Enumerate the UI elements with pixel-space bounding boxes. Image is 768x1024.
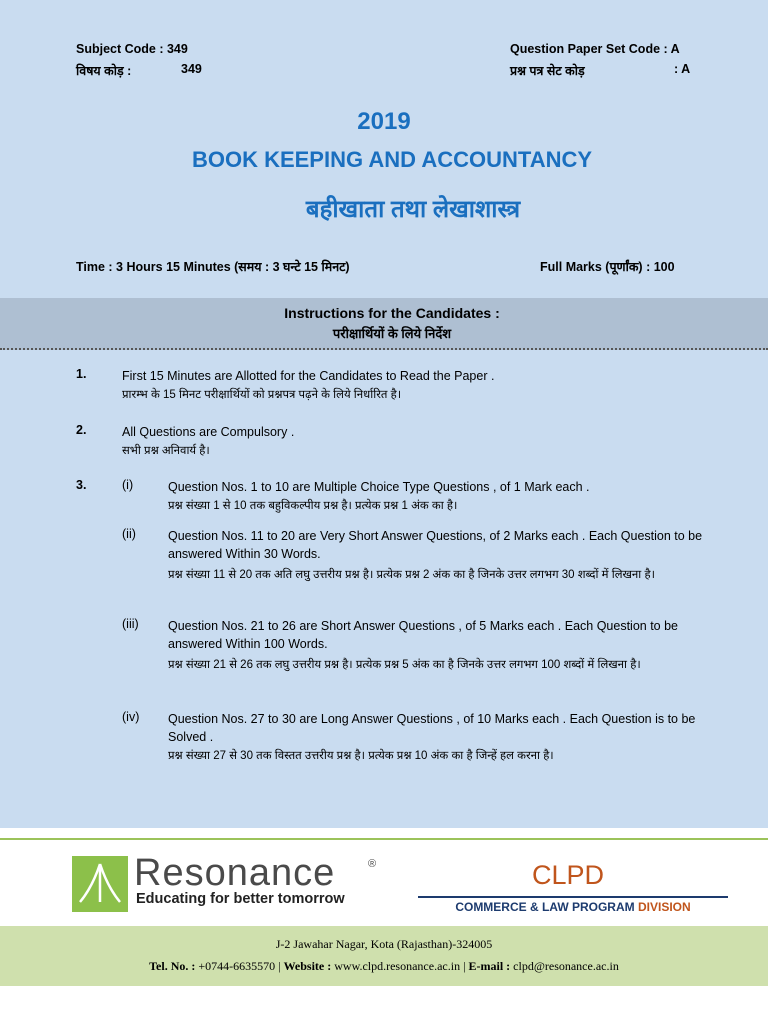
subject-code-hindi-label: विषय कोड़ : (76, 64, 132, 78)
set-code-hindi-value: : A (674, 62, 691, 76)
sub-item-label: (iii) (122, 617, 139, 631)
instruction-number: 2. (76, 423, 87, 437)
instruction-text: First 15 Minutes are Allotted for the Candidates to Read the Paper . (122, 369, 495, 383)
instructions-heading-hindi: परीक्षार्थियों के लिये निर्देश (332, 326, 452, 341)
resonance-brand: Resonance (134, 852, 336, 894)
instruction-text: All Questions are Compulsory . (122, 425, 295, 439)
set-code: Question Paper Set Code : A (510, 42, 680, 56)
set-code-hindi-label: प्रश्न पत्र सेट कोड़ (510, 64, 585, 78)
sub-item-text: Question Nos. 11 to 20 are Very Short Answer Questions, of 2 Marks each . Each Question to be answered Within 30 Words. (168, 529, 703, 561)
clpd-title: CLPD (532, 860, 605, 890)
registered-mark: ® (368, 858, 377, 870)
address: J-2 Jawahar Nagar, Kota (Rajasthan)-324005 (275, 937, 493, 951)
sub-item-label: (ii) (122, 527, 136, 541)
exam-time: Time : 3 Hours 15 Minutes (समय : 3 घन्टे 15 मिनट) (76, 260, 350, 274)
instruction-number: 3. (76, 478, 87, 492)
website-label: Website : (283, 959, 332, 973)
sub-item-text-hindi: प्रश्न संख्या 27 से 30 तक विस्तत उत्तरीय प्रश्न है। प्रत्येक प्रश्न 10 अंक का है जिन्हें हल करना है। (168, 750, 554, 762)
contact-band (0, 926, 768, 986)
resonance-logo-icon (72, 856, 128, 912)
instruction-text-hindi: प्रारम्भ के 15 मिनट परीक्षार्थियों को प्रश्नपत्र पढ़ने के लिये निर्धारित है। (122, 389, 402, 401)
full-marks: Full Marks (पूर्णांक) : 100 (540, 260, 675, 274)
sub-item-label: (iv) (122, 710, 140, 724)
sub-item-text: Question Nos. 27 to 30 are Long Answer Questions , of 10 Marks each . Each Question is to be Solved . (168, 712, 696, 744)
subject-title: BOOK KEEPING AND ACCOUNTANCY (191, 147, 593, 172)
tel-label: Tel. No. : (149, 959, 196, 973)
clpd-subtitle-division: DIVISION (637, 900, 691, 914)
subject-title-hindi: बहीखाता तथा लेखाशास्त्र (305, 196, 521, 223)
clpd-subtitle-main: COMMERCE & LAW PROGRAM (455, 900, 635, 914)
website-link[interactable]: www.clpd.resonance.ac.in (334, 959, 461, 973)
sub-item-text-hindi: प्रश्न संख्या 21 से 26 तक लघु उत्तरीय प्रश्न है। प्रत्येक प्रश्न 5 अंक का है जिनके उत्तर लगभग 100 शब्दों में लिखना है। (168, 659, 641, 671)
instructions-heading: Instructions for the Candidates : (284, 305, 500, 321)
sub-item-text: Question Nos. 1 to 10 are Multiple Choice Type Questions , of 1 Mark each . (168, 480, 590, 494)
sub-item-text: Question Nos. 21 to 26 are Short Answer Questions , of 5 Marks each . Each Question to be answered Within 100 Words. (168, 619, 678, 651)
clpd-subtitle (418, 900, 728, 914)
instruction-number: 1. (76, 367, 87, 381)
resonance-tagline: Educating for better tomorrow (136, 891, 345, 907)
email-label: E-mail : (468, 959, 511, 973)
exam-year: 2019 (357, 108, 411, 135)
subject-code: Subject Code : 349 (76, 42, 188, 56)
sub-item-text-hindi: प्रश्न संख्या 1 से 10 तक बहुविकल्पीय प्रश्न है। प्रत्येक प्रश्न 1 अंक का है। (168, 500, 458, 512)
tel-value: +0744-6635570 (198, 959, 276, 973)
sub-item-text-hindi: प्रश्न संख्या 11 से 20 तक अति लघु उत्तरीय प्रश्न है। प्रत्येक प्रश्न 2 अंक का है जिनके उत्तर लगभग 30 शब्दों में लिखना है। (168, 569, 655, 581)
subject-code-hindi-value: 349 (181, 62, 202, 76)
clpd-underline (418, 896, 728, 898)
contact-line: Tel. No. : +0744-6635570 | Website : www.clpd.resonance.ac.in | E-mail : clpd@resonance.ac.in (149, 959, 619, 973)
instruction-text-hindi: सभी प्रश्न अनिवार्य है। (122, 445, 210, 457)
email-link[interactable]: clpd@resonance.ac.in (513, 959, 619, 973)
sub-item-label: (i) (122, 478, 134, 492)
footer-divider (0, 838, 768, 840)
